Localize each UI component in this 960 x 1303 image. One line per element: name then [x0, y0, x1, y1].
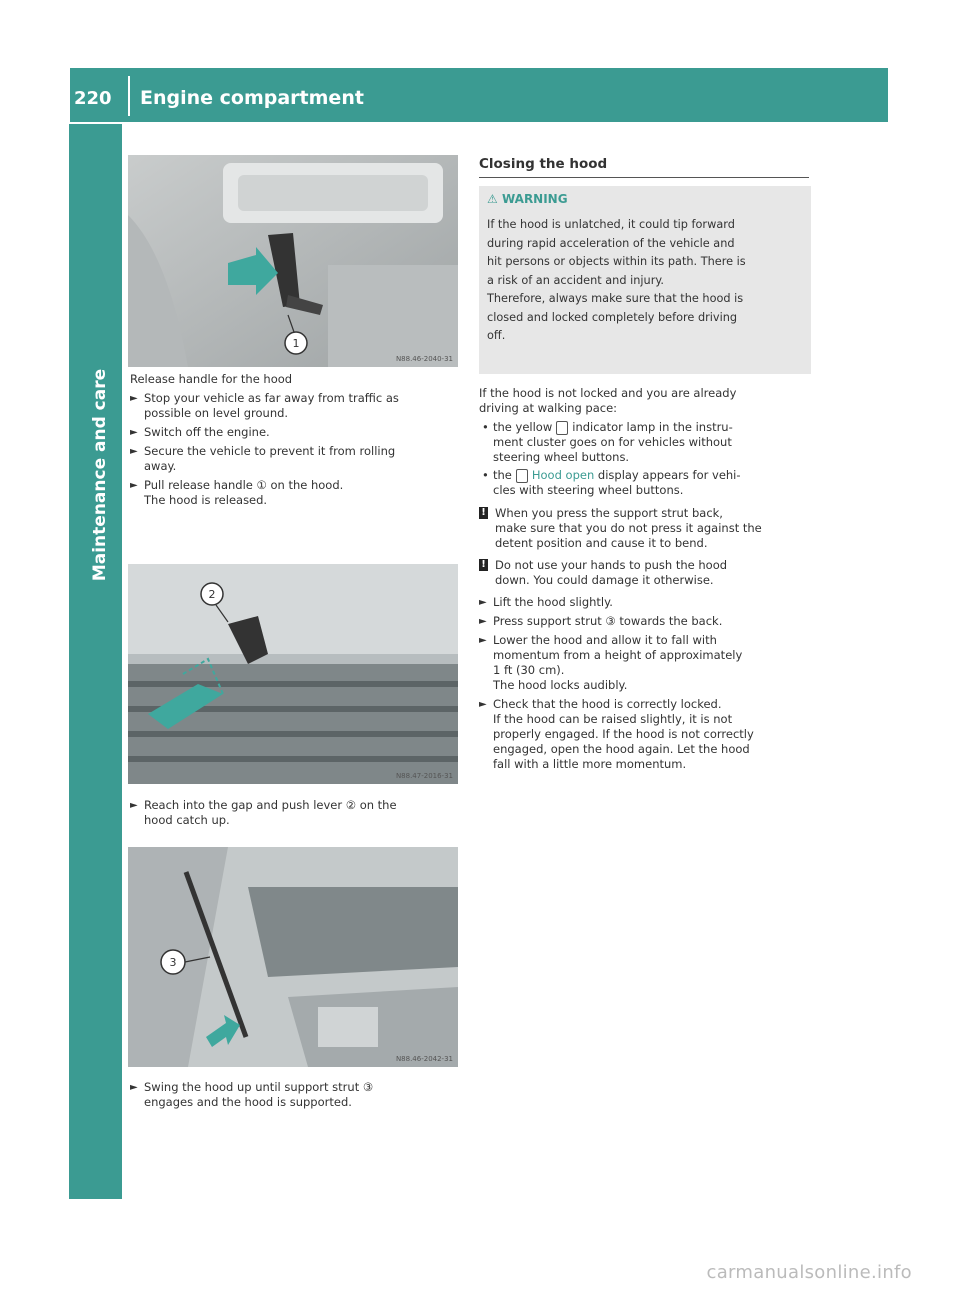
- left-steps-1: [130, 391, 460, 512]
- note-exclamation-icon: !: [479, 507, 488, 519]
- figure1-callout: 1: [292, 337, 300, 350]
- step-arrow-icon: ►: [130, 800, 138, 811]
- step-arrow-icon: ►: [130, 393, 138, 404]
- step-arrow-icon: ►: [479, 699, 487, 710]
- warning-triangle-icon: ⚠: [487, 192, 498, 206]
- side-tab-label: Maintenance and care: [90, 368, 110, 582]
- figure1-caption: Release handle for the hood: [130, 372, 293, 386]
- right-body: If the hood is not locked and you are already driving at walking pace: • the yellow indicator lamp in the instru- ment cluster goes on for vehicles without steering wheel buttons. • the Hood open display appears for vehi- cles with steering wheel buttons. ! When you press the support strut back, make sure that you do not press it against the detent position and cause it to bend. ! Do not use your hands to push the hood down. You could damage it otherwise. ► Lift the hood slightly. ► Press support strut ③ towards the back. ► Lower the hood and allow it to fall with momentum from a height of approximately 1 ft (30 cm). The hood locks audibly. ► Check that the hood is correctly locked. If the hood can be raised slightly, it is not properly engaged. If the hood is not correctly engaged, open the hood again. Let the hood fall with a little more momentum.: [479, 386, 815, 776]
- release-handle-illustration: [128, 155, 458, 367]
- section-heading: Closing the hood: [479, 156, 608, 172]
- step-arrow-icon: ►: [130, 446, 138, 457]
- note-item: ! When you press the support strut back, make sure that you do not press it against the detent position and cause it to bend.: [479, 506, 815, 551]
- left-step-2: [130, 798, 460, 832]
- step-item: ► Lower the hood and allow it to fall with momentum from a height of approximately 1 ft (30 cm). The hood locks audibly.: [479, 633, 743, 692]
- page-number: 220: [74, 88, 112, 109]
- support-strut-illustration: [128, 847, 458, 1067]
- step-item: ► Press support strut ③ towards the back.: [479, 614, 723, 628]
- bullet-item: • the yellow indicator lamp in the instru- ment cluster goes on for vehicles without steering wheel buttons.: [482, 420, 733, 464]
- step-arrow-icon: ►: [479, 597, 487, 608]
- step-arrow-icon: ►: [479, 635, 487, 646]
- watermark: carmanualsonline.info: [706, 1262, 912, 1283]
- section-rule: [479, 177, 809, 178]
- page-title: Engine compartment: [140, 87, 364, 109]
- warning-header: ⚠ WARNING: [487, 192, 568, 206]
- step-arrow-icon: ►: [479, 616, 487, 627]
- hood-warning-lamp-icon: [556, 421, 568, 435]
- step-item: ► Lift the hood slightly.: [479, 595, 613, 609]
- step-item: ► Stop your vehicle as far away from traffic as possible on level ground.: [130, 391, 399, 420]
- hood-catch-illustration: [128, 564, 458, 784]
- warning-box: [479, 186, 811, 374]
- step-arrow-icon: ►: [130, 480, 138, 491]
- bullet-item: • the Hood open display appears for vehi- cles with steering wheel buttons.: [482, 468, 741, 497]
- step-item: ► Check that the hood is correctly locked. If the hood can be raised slightly, it is not properly engaged. If the hood is not correctly engaged, open the hood again. Let the hood fall with a little more momentum.: [479, 697, 754, 771]
- step-item: ► Switch off the engine.: [130, 425, 270, 439]
- warning-text: If the hood is unlatched, it could tip forward during rapid acceleration of the vehicle and hit persons or objects within its path. There is a risk of an accident and injury. Therefore, always make sure that the hood is closed and locked completely before driving off.: [487, 218, 746, 342]
- figure-hood-catch: [128, 564, 458, 784]
- note-item: ! Do not use your hands to push the hood down. You could damage it otherwise.: [479, 558, 815, 588]
- left-step-3: [130, 1080, 460, 1114]
- figure3-callout: 3: [169, 956, 177, 969]
- figure-release-handle: [128, 155, 458, 367]
- figure3-code: N88.46-2042-31: [395, 1055, 453, 1063]
- step-item: ► Secure the vehicle to prevent it from rolling away.: [130, 444, 396, 473]
- step-arrow-icon: ►: [130, 427, 138, 438]
- step-item: ► Reach into the gap and push lever ② on the hood catch up.: [130, 798, 397, 827]
- step-arrow-icon: ►: [130, 1082, 138, 1093]
- step-item: ► Pull release handle ① on the hood. The hood is released.: [130, 478, 344, 507]
- figure-support-strut: [128, 847, 458, 1067]
- note-exclamation-icon: !: [479, 559, 488, 571]
- figure2-code: N88.47-2016-31: [395, 772, 453, 780]
- step-item: ► Swing the hood up until support strut ③ engages and the hood is supported.: [130, 1080, 374, 1109]
- figure1-code: N88.46-2040-31: [395, 355, 453, 363]
- hood-open-display-icon: [516, 469, 528, 483]
- header-divider: [128, 76, 130, 116]
- figure2-callout: 2: [208, 588, 216, 601]
